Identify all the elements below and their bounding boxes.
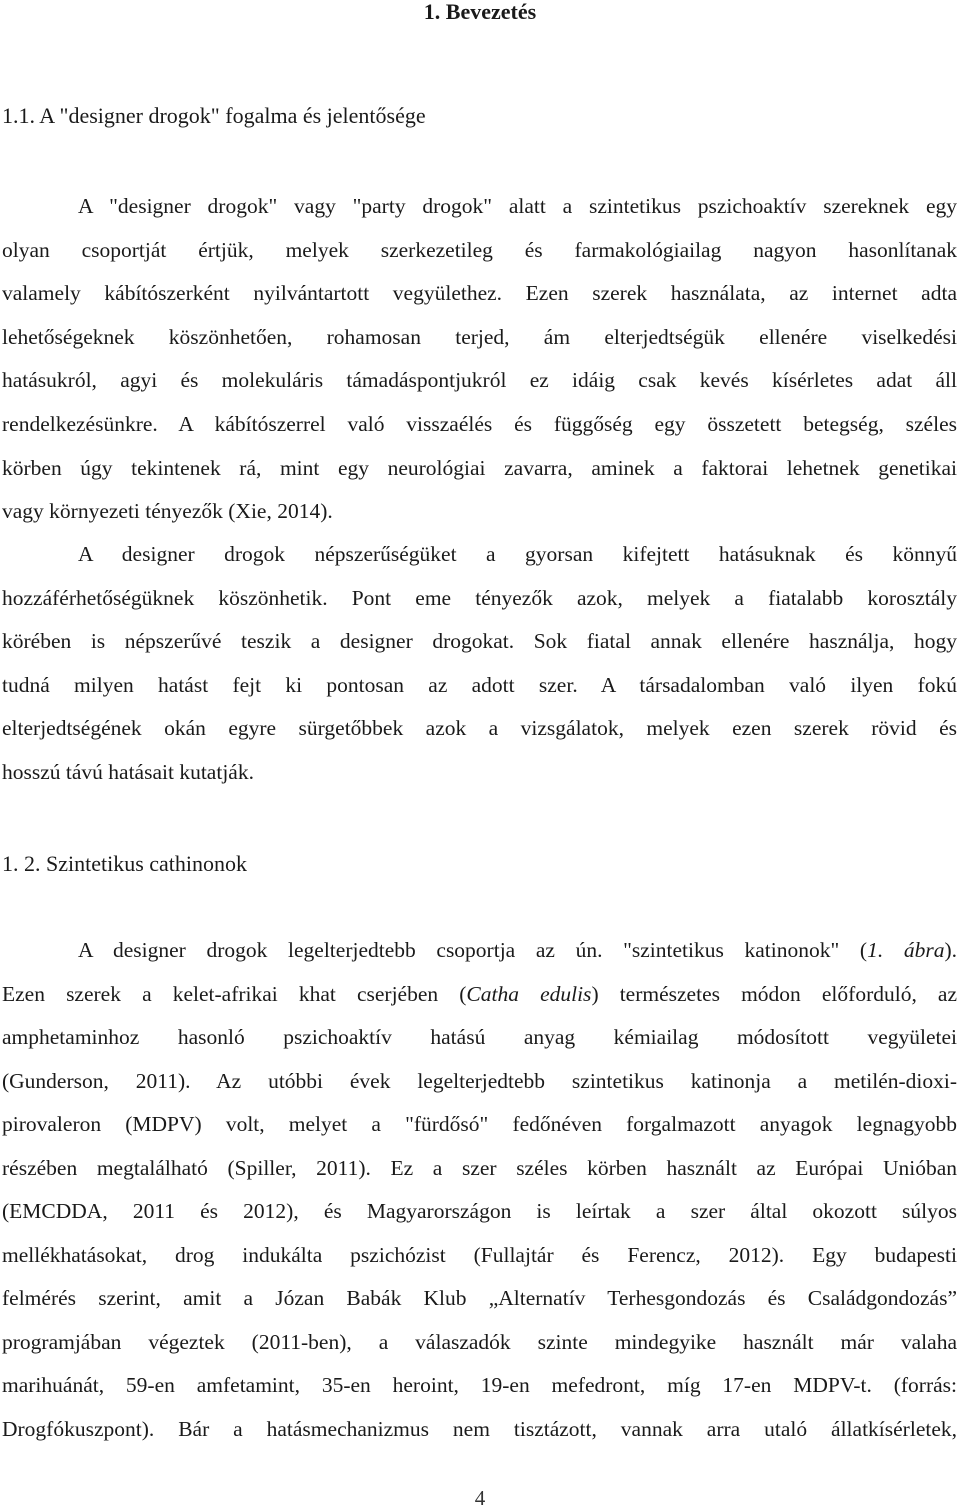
species-name: Catha edulis (466, 981, 592, 1006)
paragraph-line: vagy környezeti tényezők (Xie, 2014). (2, 499, 333, 524)
paragraph-line: mellékhatásokat, drog indukálta pszichózist (Fullajtár és Ferencz, 2012). Egy budapesti (2, 1242, 957, 1267)
text-run: ). (944, 938, 957, 962)
paragraph-line: hozzáférhetőségüknek köszönhetik. Pont eme tényezők azok, melyek a fiatalabb korosztály (2, 585, 957, 610)
paragraph-line (2, 973, 957, 1017)
paragraph-line: Drogfókuszpont). Bár a hatásmechanizmus nem tisztázott, vannak arra utaló állatkísérletek, (2, 1417, 957, 1442)
paragraph-line: pirovaleron (MDPV) volt, melyet a "fürdősó" fedőnéven forgalmazott anyagok legnagyobb (2, 1112, 957, 1137)
paragraph-line: hatásukról, agyi és molekuláris támadáspontjukról ez idáig csak kevés kísérletes adat áll (2, 368, 957, 393)
paragraph-designer-drugs-definition (2, 185, 957, 534)
paragraph-line: felmérés szerint, amit a Józan Babák Klub „Alternatív Terhesgondozás és Családgondozás” (2, 1286, 957, 1311)
text-run: ) természetes módon előforduló, az (591, 981, 958, 1006)
section-title-1-2: 1. 2. Szintetikus cathinonok (2, 851, 248, 876)
paragraph-line: körében is népszerűvé teszik a designer drogokat. Sok fiatal annak ellenére használja, hogy (2, 629, 957, 654)
paragraph-line: (Gunderson, 2011). Az utóbbi évek legelterjedtebb szintetikus katinonja a metilén-dioxi- (2, 1068, 957, 1093)
paragraph-line: marihuánát, 59-en amfetamint, 35-en heroint, 19-en mefedront, míg 17-en MDPV-t. (forrás: (2, 1373, 957, 1398)
paragraph-line: A "designer drogok" vagy "party drogok" alatt a szintetikus pszichoaktív szereknek egy (78, 194, 957, 218)
paragraph-line: körben úgy tekintenek rá, mint egy neurológiai zavarra, aminek a faktorai lehetnek genetikai (2, 455, 957, 480)
paragraph-line: A designer drogok népszerűségüket a gyorsan kifejtett hatásuknak és könnyű (78, 542, 957, 566)
paragraph-line: (EMCDDA, 2011 és 2012), és Magyarországon is leírtak a szer által okozott súlyos (2, 1199, 957, 1224)
paragraph-line: lehetőségeknek köszönhetően, rohamosan terjed, ám elterjedtségük ellenére viselkedési (2, 324, 957, 349)
paragraph-synthetic-cathinones (2, 929, 957, 1452)
paragraph-line (2, 929, 957, 973)
paragraph-line: amphetaminhoz hasonló pszichoaktív hatású anyag kémiailag módosított vegyületei (2, 1025, 957, 1050)
text-run: Ezen szerek a kelet-afrikai khat cserjében ( (2, 981, 467, 1006)
paragraph-line: hosszú távú hatásait kutatják. (2, 759, 254, 784)
paragraph-line: elterjedtségének okán egyre sürgetőbbek azok a vizsgálatok, melyek ezen szerek rövid és (2, 716, 957, 741)
text-run: A designer drogok legelterjedtebb csoportja az ún. "szintetikus katinonok" ( (78, 938, 868, 962)
figure-reference: 1. ábra (867, 938, 945, 962)
paragraph-line: részében megtalálható (Spiller, 2011). Ez a szer széles körben használt az Európai Unióban (2, 1155, 957, 1180)
page-number: 4 (474, 1486, 486, 1510)
paragraph-line: valamely kábítószerként nyilvántartott vegyülethez. Ezen szerek használata, az internet adta (2, 281, 957, 306)
chapter-title: 1. Bevezetés (423, 0, 537, 24)
paragraph-line: programjában végeztek (2011-ben), a válaszadók szinte mindegyike használt már valaha (2, 1329, 957, 1354)
paragraph-line: olyan csoportját értjük, melyek szerkezetileg és farmakológiailag nagyon hasonlítanak (2, 237, 957, 262)
paragraph-line: tudná milyen hatást fejt ki pontosan az adott szer. A társadalomban való ilyen fokú (2, 672, 957, 697)
paragraph-designer-drugs-popularity (2, 533, 957, 795)
paragraph-line: rendelkezésünkre. A kábítószerrel való visszaélés és függőség egy összetett betegség, széles (2, 411, 957, 436)
section-title-1-1: 1.1. A "designer drogok" fogalma és jelentősége (2, 103, 426, 128)
